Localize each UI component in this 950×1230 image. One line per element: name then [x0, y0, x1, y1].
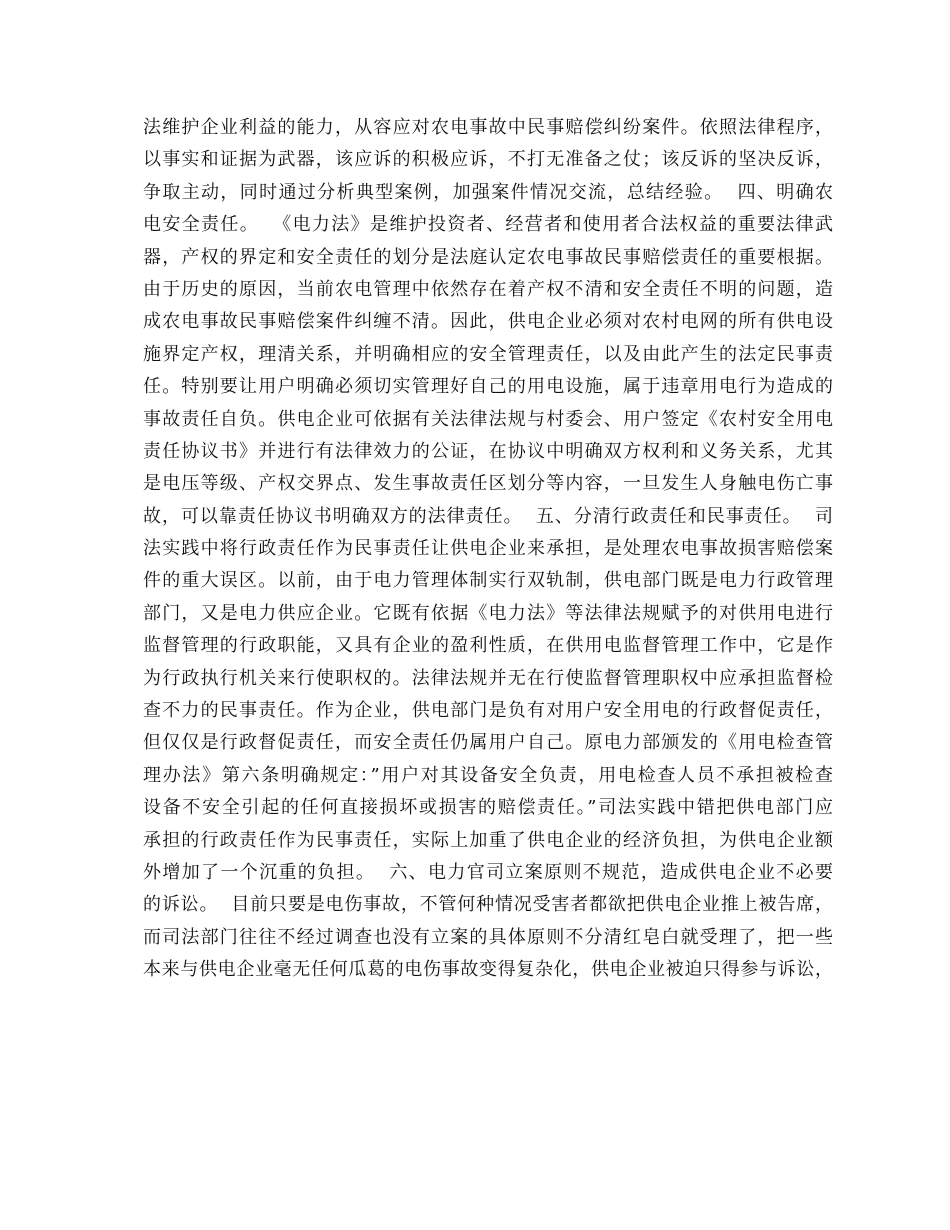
- text-line-18: 为行政执行机关来行使职权的。法律法规并无在行使监督管理职权中应承担监督检: [143, 667, 833, 689]
- text-line-6: 由于历史的原因，当前农电管理中依然存在着产权不清和安全责任不明的问题，造: [143, 278, 833, 300]
- text-line-11: 责任协议书》并进行有法律效力的公证，在协议中明确双方权利和义务关系，尤其: [143, 440, 833, 462]
- text-line-7: 成农电事故民事赔偿案件纠缠不清。因此，供电企业必须对农村电网的所有供电设: [143, 311, 833, 333]
- text-line-24: 外增加了一个沉重的负担。 六、电力官司立案原则不规范，造成供电企业不必要: [143, 861, 833, 883]
- text-line-16: 部门，又是电力供应企业。它既有依据《电力法》等法律法规赋予的对供用电进行: [143, 602, 833, 624]
- text-line-22: 设备不安全引起的任何直接损坏或损害的赔偿责任。”司法实践中错把供电部门应: [143, 797, 833, 819]
- body-text: [143, 112, 833, 987]
- text-line-3: 争取主动，同时通过分析典型案例，加强案件情况交流，总结经验。 四、明确农: [143, 181, 833, 203]
- text-line-25: 的诉讼。 目前只要是电伤事故，不管何种情况受害者都欲把供电企业推上被告席，: [143, 894, 833, 916]
- text-line-15: 件的重大误区。以前，由于电力管理体制实行双轨制，供电部门既是电力行政管理: [143, 570, 833, 592]
- text-line-5: 器，产权的界定和安全责任的划分是法庭认定农电事故民事赔偿责任的重要根据。: [143, 246, 833, 268]
- text-line-13: 故，可以靠责任协议书明确双方的法律责任。 五、分清行政责任和民事责任。 司: [143, 505, 833, 527]
- text-line-17: 监督管理的行政职能，又具有企业的盈利性质，在供用电监督管理工作中，它是作: [143, 635, 833, 657]
- text-line-12: 是电压等级、产权交界点、发生事故责任区划分等内容，一旦发生人身触电伤亡事: [143, 473, 833, 495]
- text-line-21: 理办法》第六条明确规定：”用户对其设备安全负责，用电检查人员不承担被检查: [143, 764, 833, 786]
- text-line-19: 查不力的民事责任。作为企业，供电部门是负有对用户安全用电的行政督促责任，: [143, 700, 833, 722]
- text-line-27: 本来与供电企业毫无任何瓜葛的电伤事故变得复杂化，供电企业被迫只得参与诉讼，: [143, 959, 833, 981]
- text-line-4: 电安全责任。 《电力法》是维护投资者、经营者和使用者合法权益的重要法律武: [143, 214, 833, 236]
- text-line-2: 以事实和证据为武器，该应诉的积极应诉，不打无准备之仗；该反诉的坚决反诉，: [143, 149, 833, 171]
- text-line-9: 任。特别要让用户明确必须切实管理好自己的用电设施，属于违章用电行为造成的: [143, 376, 833, 398]
- text-line-8: 施界定产权，理清关系，并明确相应的安全管理责任，以及由此产生的法定民事责: [143, 343, 833, 365]
- text-line-20: 但仅仅是行政督促责任，而安全责任仍属用户自己。原电力部颁发的《用电检查管: [143, 732, 833, 754]
- text-line-26: 而司法部门往往不经过调查也没有立案的具体原则不分清红皂白就受理了，把一些: [143, 926, 833, 948]
- text-line-23: 承担的行政责任作为民事责任，实际上加重了供电企业的经济负担，为供电企业额: [143, 829, 833, 851]
- text-line-10: 事故责任自负。供电企业可依据有关法律法规与村委会、用户签定《农村安全用电: [143, 408, 833, 430]
- text-line-14: 法实践中将行政责任作为民事责任让供电企业来承担，是处理农电事故损害赔偿案: [143, 538, 833, 560]
- text-line-1: 法维护企业利益的能力，从容应对农电事故中民事赔偿纠纷案件。依照法律程序，: [143, 117, 833, 138]
